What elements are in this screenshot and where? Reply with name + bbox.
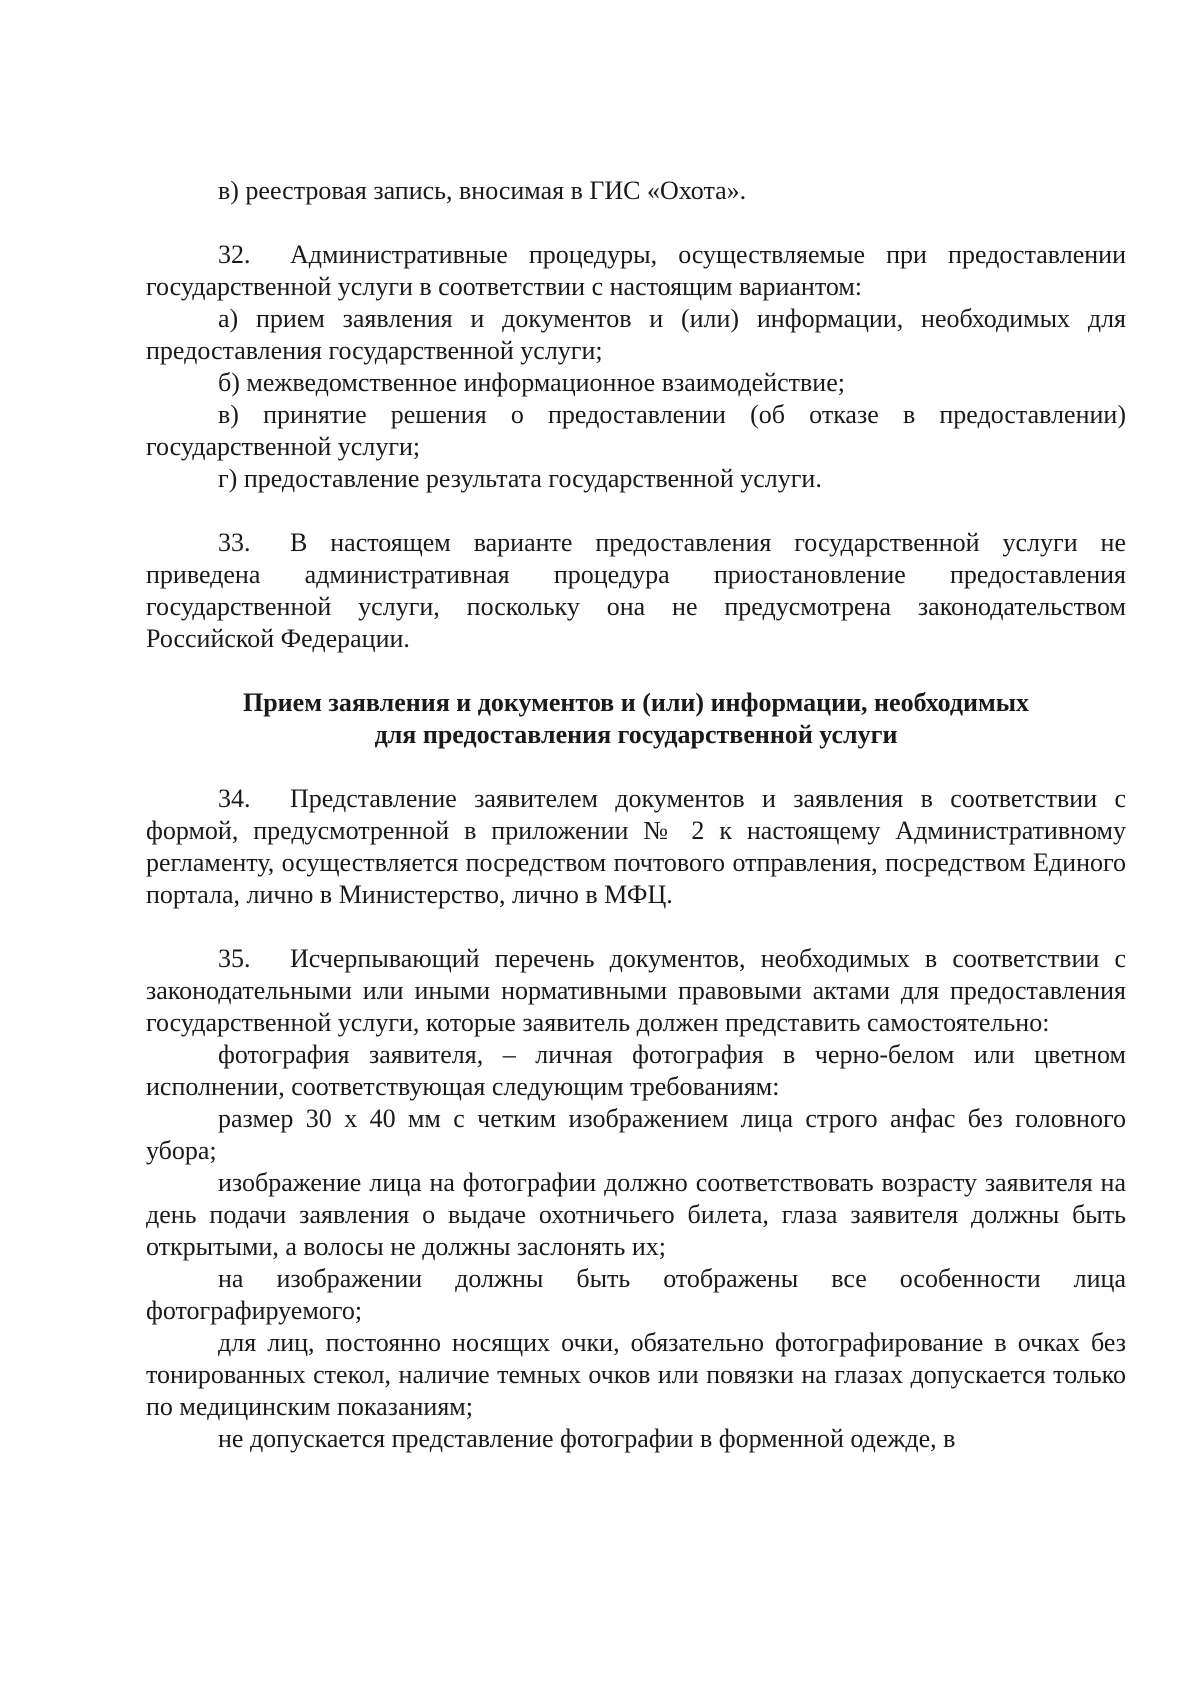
list-item: изображение лица на фотографии должно соответствовать возрасту заявителя на день подачи заявления о выдаче охотничьего билета, глаза заявителя должны быть открытыми, а волосы не должны заслонять их; xyxy=(146,1168,1126,1261)
paragraph-32 xyxy=(146,239,1126,303)
registry-entry-line: в) реестровая запись, вносимая в ГИС «Охота». xyxy=(218,176,747,205)
section-heading-line: Прием заявления и документов и (или) информации, необходимых xyxy=(242,688,1029,717)
paragraph-35 xyxy=(146,943,1126,1039)
list-item: б) межведомственное информационное взаимодействие; xyxy=(218,368,845,397)
paragraph-33 xyxy=(146,527,1126,655)
list-item: г) предоставление результата государственной услуги. xyxy=(218,464,822,493)
list-item: а) прием заявления и документов и (или) информации, необходимых для предоставления государственной услуги; xyxy=(146,304,1126,365)
section-heading xyxy=(146,687,1126,751)
paragraph-text: Исчерпывающий перечень документов, необходимых в соответствии с законодательными или иными нормативными правовыми актами для предоставления государственной услуги, которые заявитель должен представить самостоятельно: xyxy=(146,944,1126,1037)
document-page xyxy=(146,175,1126,1455)
list-item: не допускается представление фотографии в форменной одежде, в xyxy=(218,1424,956,1453)
list-item: на изображении должны быть отображены все особенности лица фотографируемого; xyxy=(146,1264,1126,1325)
list-item: размер 30 х 40 мм с четким изображением лица строго анфас без головного убора; xyxy=(146,1104,1126,1165)
paragraph-number: 33. xyxy=(218,528,251,557)
paragraph-text: Административные процедуры, осуществляемые при предоставлении государственной услуги в соответствии с настоящим вариантом: xyxy=(146,240,1126,301)
section-heading-line: для предоставления государственной услуги xyxy=(374,720,898,749)
paragraph-34 xyxy=(146,783,1126,911)
paragraph-number: 34. xyxy=(218,784,251,813)
list-item: для лиц, постоянно носящих очки, обязательно фотографирование в очках без тонированных стекол, наличие темных очков или повязки на глазах допускается только по медицинским показаниям; xyxy=(146,1328,1126,1421)
paragraph-number: 35. xyxy=(218,944,251,973)
list-item: фотография заявителя, – личная фотография в черно-белом или цветном исполнении, соответствующая следующим требованиям: xyxy=(146,1040,1126,1101)
list-item: в) принятие решения о предоставлении (об отказе в предоставлении) государственной услуги; xyxy=(146,400,1126,461)
paragraph-text: В настоящем варианте предоставления государственной услуги не приведена административная процедура приостановление предоставления государственной услуги, поскольку она не предусмотрена законодательством Российской Федерации. xyxy=(146,528,1126,653)
paragraph-text: Представление заявителем документов и заявления в соответствии с формой, предусмотренной в приложении № 2 к настоящему Административному регламенту, осуществляется посредством почтового отправления, посредством Единого портала, лично в Министерство, лично в МФЦ. xyxy=(146,784,1126,909)
paragraph-number: 32. xyxy=(218,240,251,269)
